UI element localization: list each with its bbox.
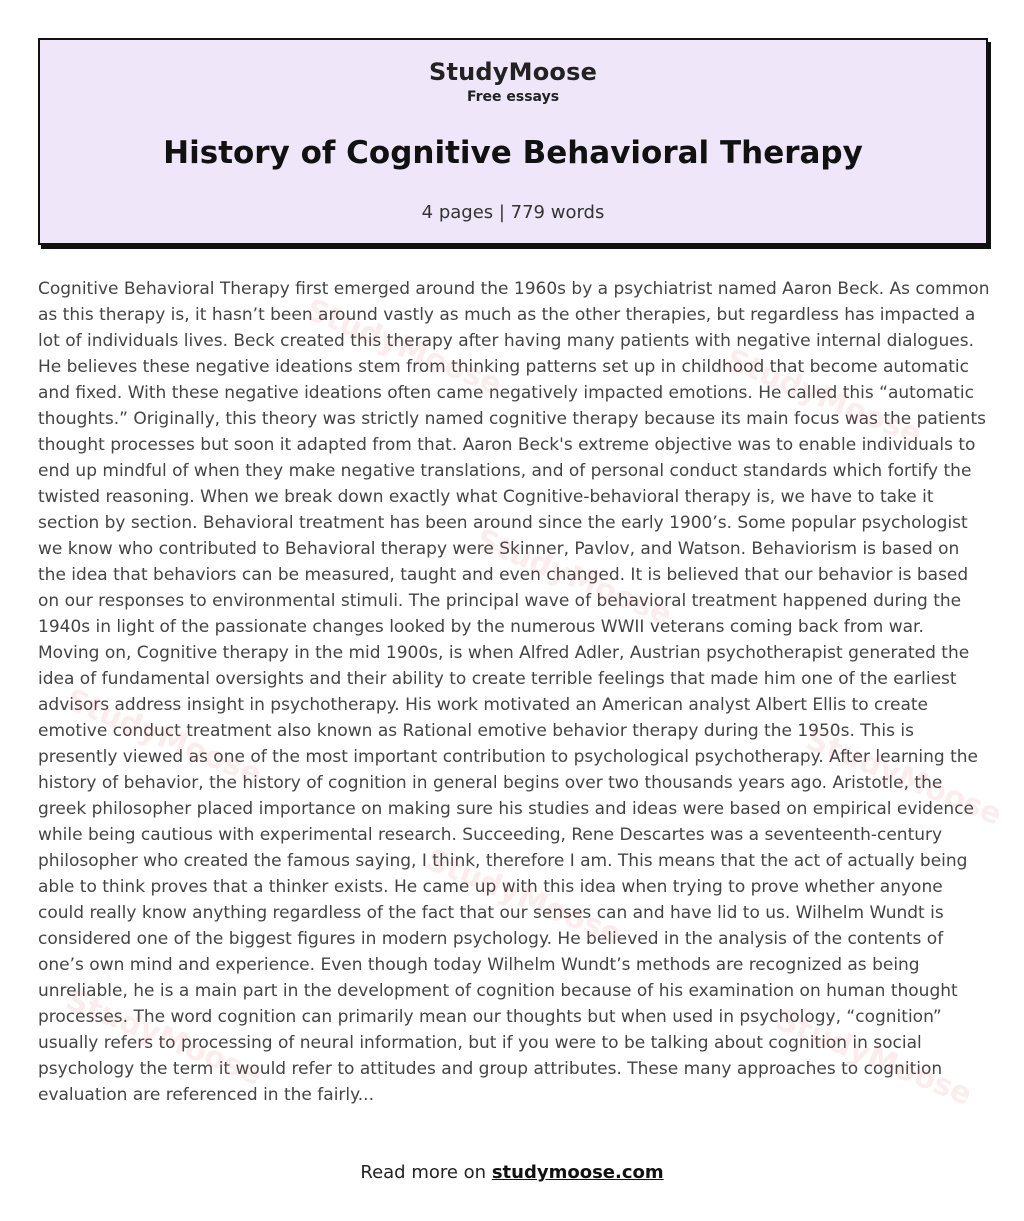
page-title: History of Cognitive Behavioral Therapy: [163, 135, 863, 171]
watermark-text: StudyMoose: [471, 522, 677, 633]
studymoose-link[interactable]: studymoose.com: [491, 1162, 664, 1183]
watermark-text: StudyMoose: [801, 722, 1007, 833]
brand-tagline: Free essays: [466, 89, 560, 105]
watermark-text: StudyMoose: [61, 682, 267, 793]
watermark-text: StudyMoose: [301, 292, 507, 403]
watermark-text: StudyMoose: [421, 842, 627, 953]
brand-logo: StudyMoose: [428, 58, 598, 86]
essay-body: Cognitive Behavioral Therapy first emerged around the 1960s by a psychiatrist named Aaron Beck. As common as this therapy is, it hasn’t been around vastly as much as the other therapies, but regardless has impacted a lot of individuals lives. Beck created this therapy after having many patients with negative internal dialogues. He believes these negative ideations stem from thinking patterns set up in childhood that become automatic and fixed. With these negative ideations often came negatively impacted emotions. He called this “automatic thoughts.” Originally, this theory was strictly named cognitive therapy because its main focus was the patients thought processes but soon it adapted from that. Aaron Beck's extreme objective was to enable individuals to end up mindful of when they make negative translations, and of personal conduct standards which fortify the twisted reasoning. When we break down exactly what Cognitive-behavioral therapy is, we have to take it section by section. Behavioral treatment has been around since the early 1900’s. Some popular psychologist we know who contributed to Behavioral therapy were Skinner, Pavlov, and Watson. Behaviorism is based on the idea that behaviors can be measured, taught and even changed. It is believed that our behavior is based on our responses to environmental stimuli. The principal wave of behavioral treatment happened during the 1940s in light of the passionate changes looked by the numerous WWII veterans coming back from war. Moving on, Cognitive therapy in the mid 1900s, is when Alfred Adler, Austrian psychotherapist generated the idea of fundamental oversights and their ability to create terrible feelings that made him one of the earliest advisors address insight in psychotherapy. His work motivated an American analyst Albert Ellis to create emotive conduct treatment also known as Rational emotive behavior therapy during the 1950s. This is presently viewed as one of the most important contribution to psychological psychotherapy. After learning the history of behavior, the history of cognition in general begins over two thousands years ago. Aristotle, the greek philosopher placed importance on making sure his studies and ideas were based on empirical evidence while being cautious with experimental research. Succeeding, Rene Descartes was a seventeenth-century philosopher who created the famous saying, I think, therefore I am. This means that the act of actually being able to think proves that a thinker exists. He came up with this idea when trying to prove whether anyone could really know anything regardless of the fact that our senses can and have lid to us. Wilhelm Wundt is considered one of the biggest figures in modern psychology. He believed in the analysis of the contents of one’s own mind and experience. Even though today Wilhelm Wundt’s methods are recognized as being unreliable, he is a main part in the development of cognition because of his examination on human thought processes. The word cognition can primarily mean our thoughts but when used in psychology, “cognition” usually refers to processing of neural information, but if you were to be talking about cognition in social psychology the term it would refer to attitudes and group attributes. These many approaches to cognition evaluation are referenced in the fairly...: [38, 279, 990, 1105]
essay-meta: 4 pages | 779 words: [421, 202, 605, 223]
watermark-text: StudyMoose: [721, 342, 927, 453]
watermark-text: StudyMoose: [61, 982, 267, 1093]
essay-header-card: [38, 38, 988, 245]
watermark-text: StudyMoose: [771, 1002, 977, 1113]
read-more-footer: [0, 1162, 1024, 1183]
read-more-label: Read more on: [360, 1162, 492, 1183]
